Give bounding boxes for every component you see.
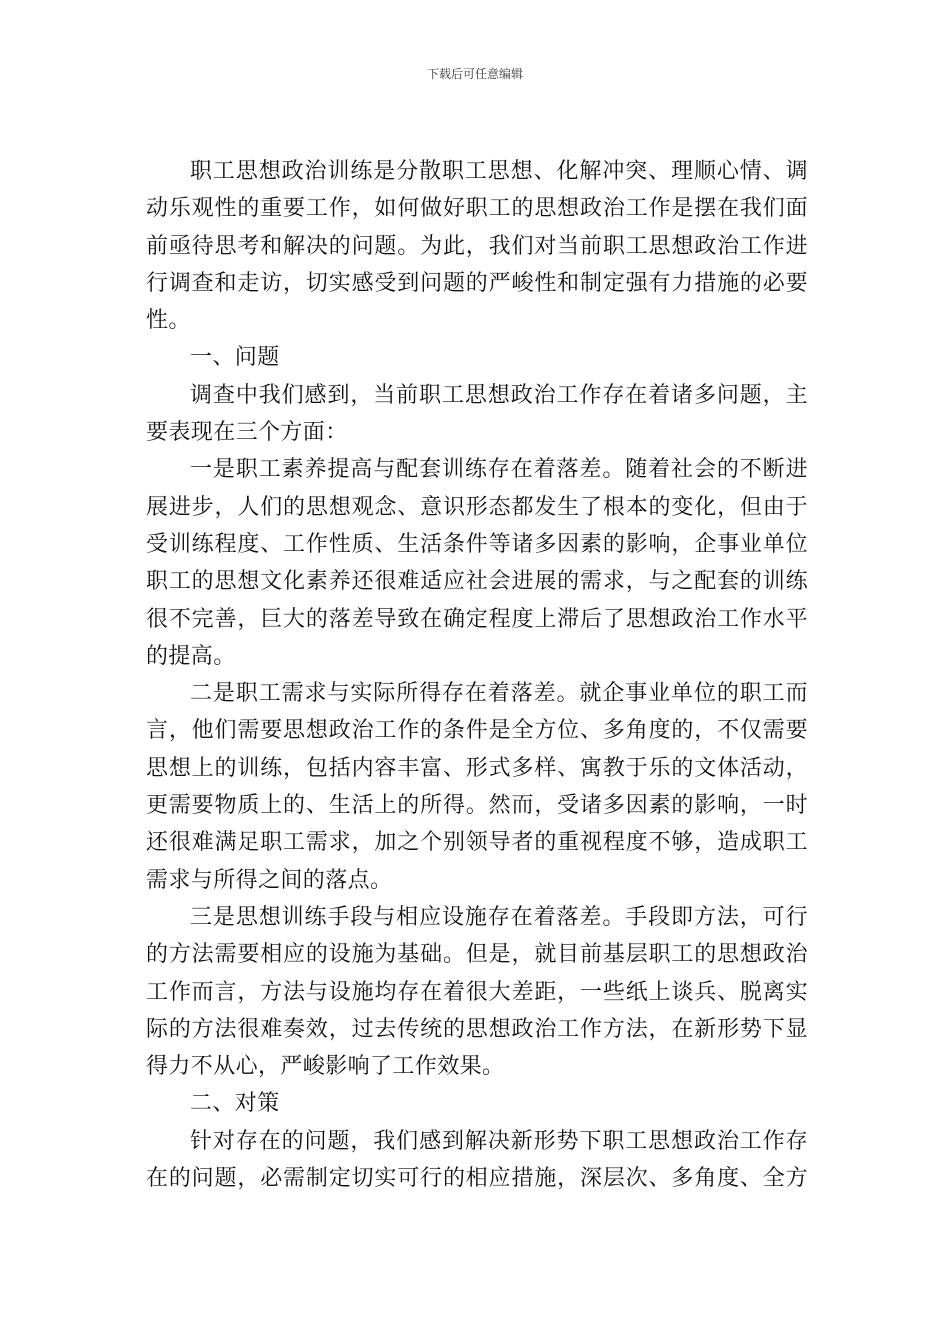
text-line: 三是思想训练手段与相应设施存在着落差。手段即方法，可行 bbox=[190, 904, 808, 930]
text-line: 还很难满足职工需求，加之个别领导者的重视程度不够，造成职工 bbox=[146, 830, 808, 856]
text-line: 性。 bbox=[146, 308, 191, 334]
document-body bbox=[146, 153, 808, 1197]
text-line: 思想上的训练，包括内容丰富、形式多样、寓教于乐的文体活动， bbox=[146, 755, 808, 781]
text-line: 调查中我们感到，当前职工思想政治工作存在着诸多问题，主 bbox=[190, 382, 808, 408]
text-line: 展进步，人们的思想观念、意识形态都发生了根本的变化，但由于 bbox=[146, 494, 808, 520]
text-line: 二、对策 bbox=[190, 1091, 280, 1117]
text-line: 行调查和走访，切实感受到问题的严峻性和制定强有力措施的必要 bbox=[146, 270, 808, 296]
text-line: 在的问题，必需制定切实可行的相应措施，深层次、多角度、全方 bbox=[146, 1166, 808, 1192]
text-line: 要表现在三个方面： bbox=[146, 420, 348, 446]
text-line: 前亟待思考和解决的问题。为此，我们对当前职工思想政治工作进 bbox=[146, 233, 808, 259]
text-line: 职工思想政治训练是分散职工思想、化解冲突、理顺心情、调 bbox=[190, 159, 808, 184]
text-line: 二是职工需求与实际所得存在着落差。就企事业单位的职工而 bbox=[190, 681, 808, 707]
text-line: 一、问题 bbox=[190, 345, 280, 371]
text-line: 很不完善，巨大的落差导致在确定程度上滞后了思想政治工作水平 bbox=[146, 606, 808, 632]
text-line: 的提高。 bbox=[146, 643, 236, 669]
text-line: 职工的思想文化素养还很难适应社会进展的需求，与之配套的训练 bbox=[146, 569, 808, 595]
text-line: 动乐观性的重要工作，如何做好职工的思想政治工作是摆在我们面 bbox=[146, 196, 808, 222]
text-line: 一是职工素养提高与配套训练存在着落差。随着社会的不断进 bbox=[190, 457, 808, 483]
text-line: 的方法需要相应的设施为基础。但是，就目前基层职工的思想政治 bbox=[146, 942, 808, 968]
page-header-note: 下载后可任意编辑 bbox=[426, 67, 523, 81]
text-line: 工作而言，方法与设施均存在着很大差距，一些纸上谈兵、脱离实 bbox=[146, 979, 808, 1005]
text-line: 更需要物质上的、生活上的所得。然而，受诸多因素的影响，一时 bbox=[146, 793, 808, 819]
text-line: 受训练程度、工作性质、生活条件等诸多因素的影响，企事业单位 bbox=[146, 531, 808, 557]
text-line: 针对存在的问题，我们感到解决新形势下职工思想政治工作存 bbox=[190, 1128, 808, 1154]
text-line: 际的方法很难奏效，过去传统的思想政治工作方法，在新形势下显 bbox=[146, 1016, 808, 1042]
text-line: 得力不从心，严峻影响了工作效果。 bbox=[146, 1054, 505, 1080]
text-line: 需求与所得之间的落点。 bbox=[146, 867, 393, 893]
text-line: 言，他们需要思想政治工作的条件是全方位、多角度的，不仅需要 bbox=[146, 718, 808, 744]
